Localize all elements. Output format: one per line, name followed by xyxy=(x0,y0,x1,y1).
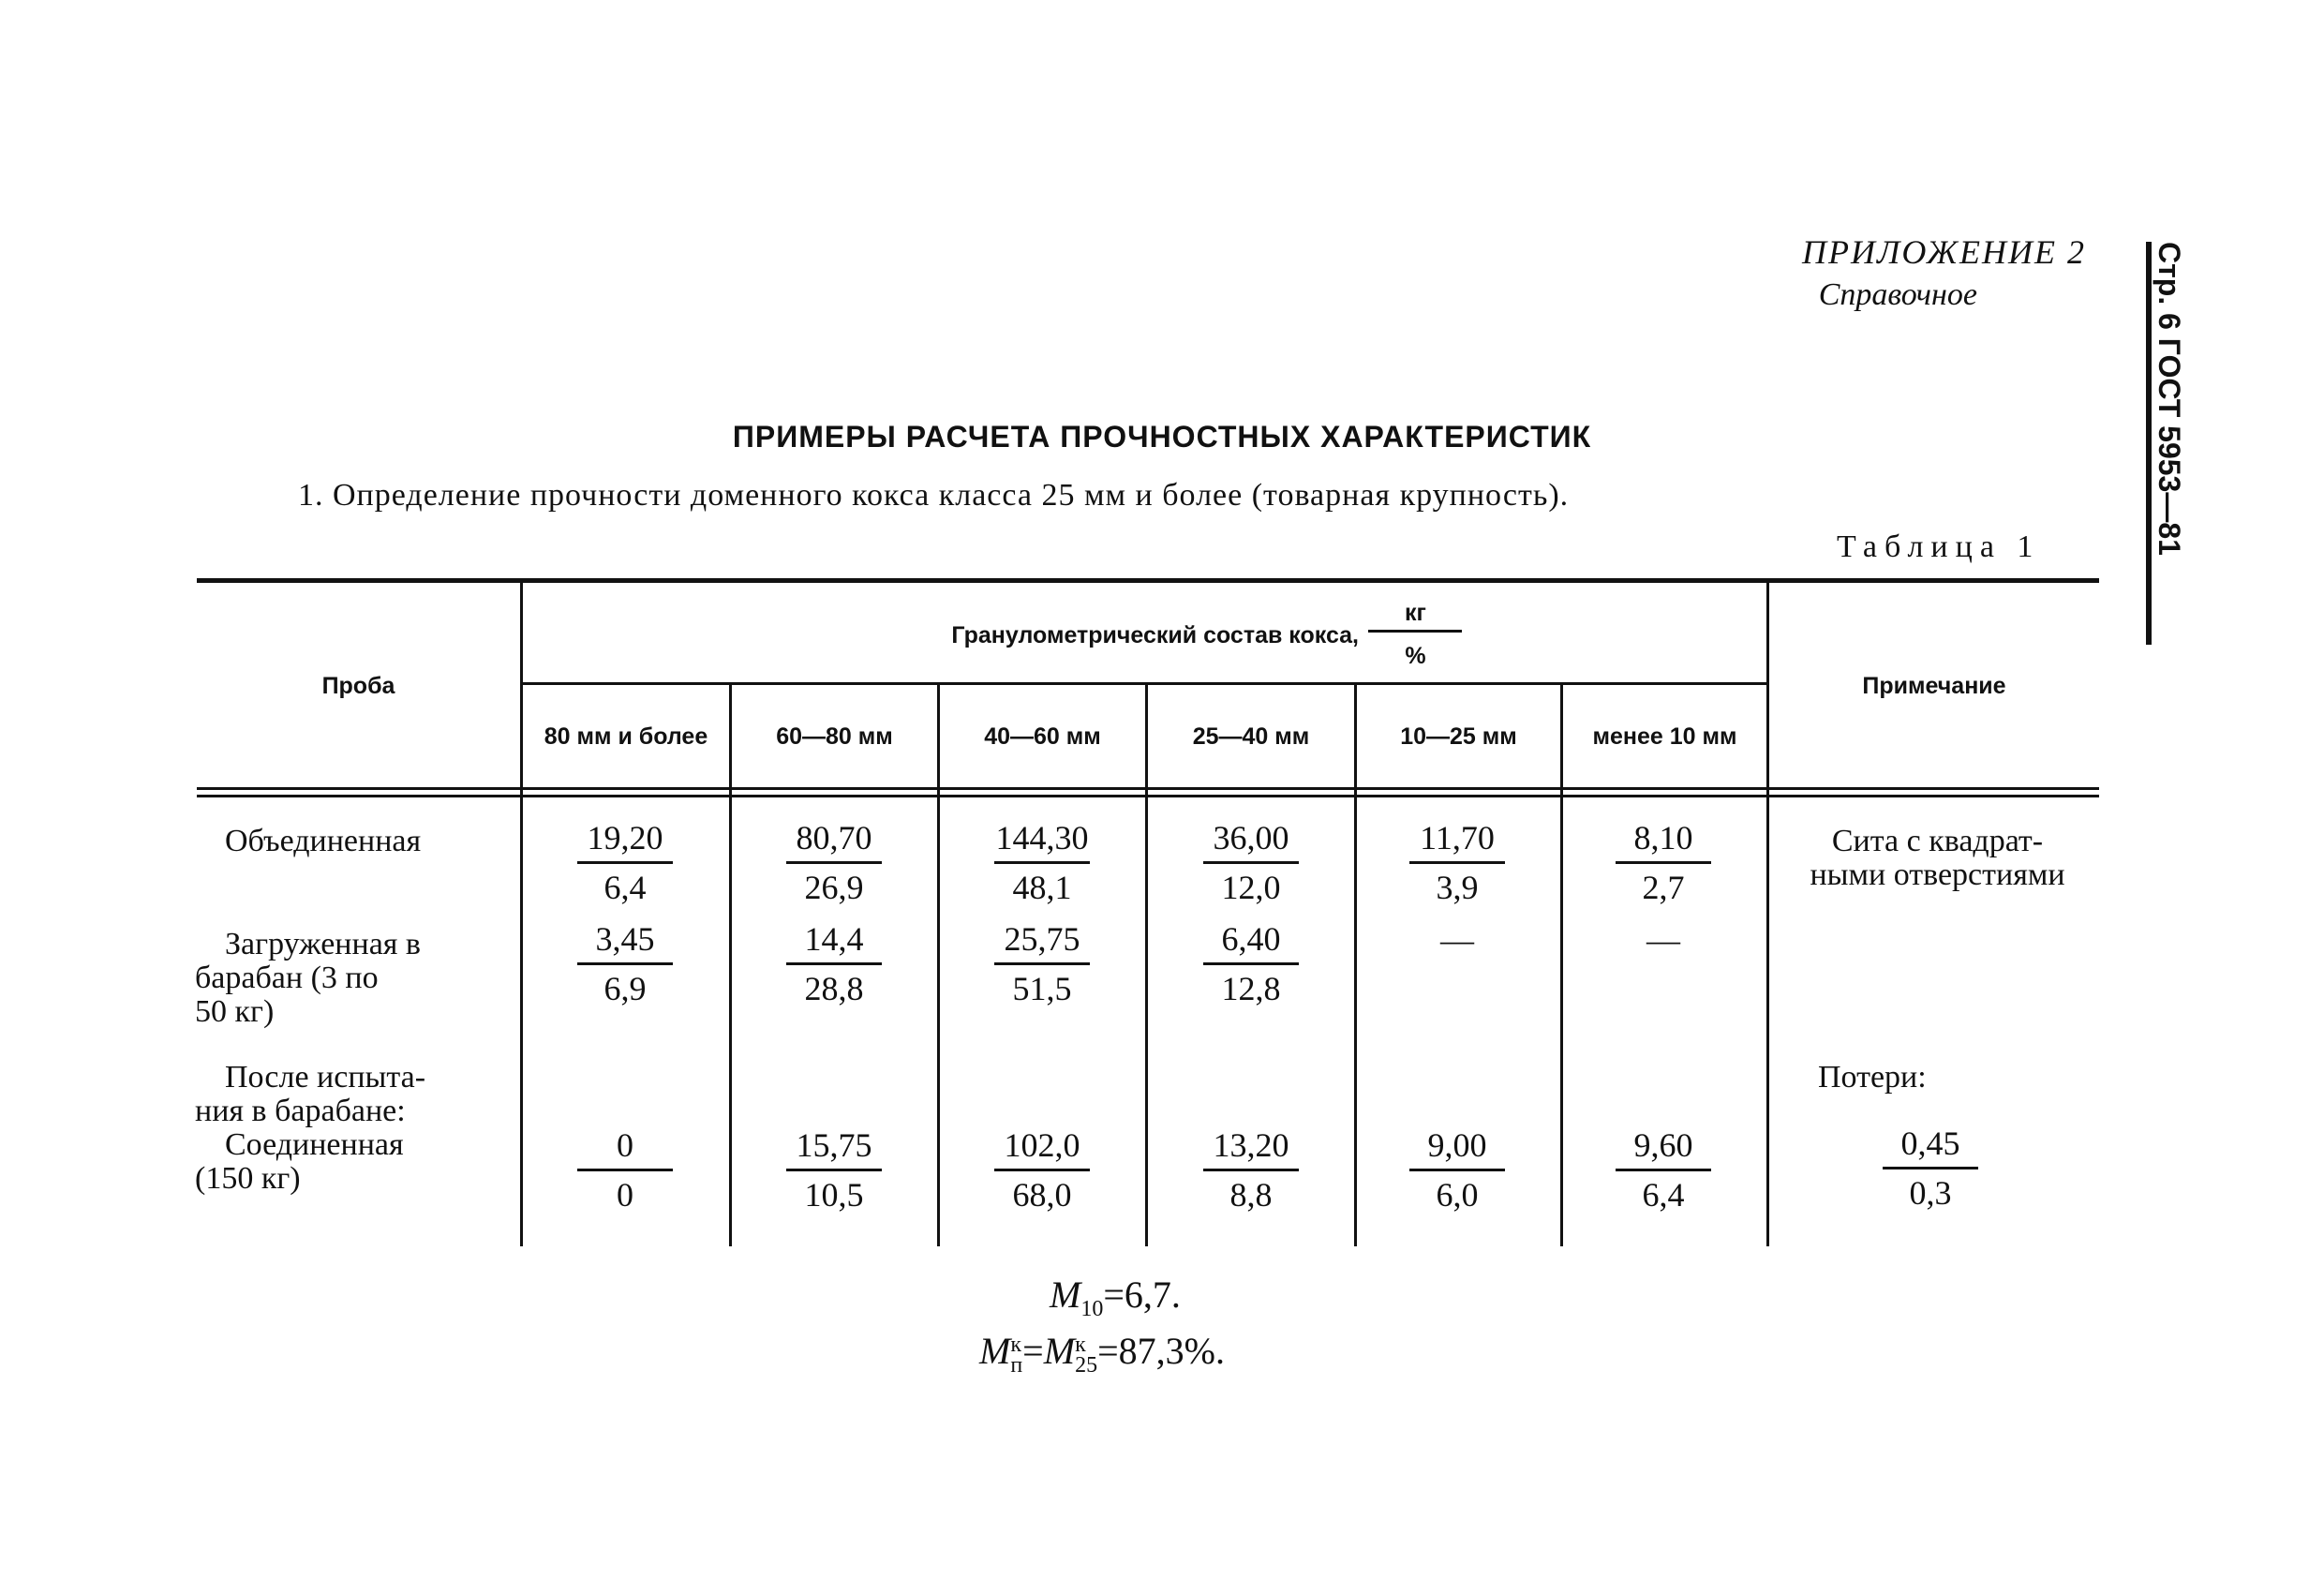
header-unit-den: % xyxy=(1405,643,1426,669)
table-label: Таблица 1 xyxy=(1837,529,2041,564)
row-probe-combined: Объединенная xyxy=(225,824,422,858)
table-cell: 3,45 6,9 xyxy=(574,918,677,1009)
col-rule-probe xyxy=(520,583,523,1246)
col-rule-5 xyxy=(1560,685,1563,1246)
table-cell: 0 0 xyxy=(574,1125,677,1215)
header-unit-num: кг xyxy=(1405,600,1426,626)
table-top-rule xyxy=(197,578,2099,583)
header-unit-bar xyxy=(1368,630,1462,633)
table-cell: 25,75 51,5 xyxy=(991,918,1094,1009)
column-header-under-10: менее 10 мм xyxy=(1592,723,1737,750)
column-header-40-60: 40—60 мм xyxy=(984,723,1101,750)
table-cell: 14,4 28,8 xyxy=(782,918,886,1009)
col-rule-1 xyxy=(729,685,732,1246)
row-probe-after-test: После испыта- ния в барабане: Соединенная (150 кг) xyxy=(195,1060,426,1196)
table-cell-empty: — xyxy=(1440,921,1474,959)
table-cell: 13,20 8,8 xyxy=(1199,1125,1303,1215)
header-note: Примечание xyxy=(1862,673,2006,699)
document-title: ПРИМЕРЫ РАСЧЕТА ПРОЧНОСТНЫХ ХАРАКТЕРИСТИК xyxy=(732,420,1592,454)
header-probe: Проба xyxy=(321,673,395,699)
column-header-80-plus: 80 мм и более xyxy=(544,723,708,750)
intro-paragraph: 1. Определение прочности доменного кокса класса 25 мм и более (товарная крупность). xyxy=(298,478,1570,513)
table-cell: 102,0 68,0 xyxy=(991,1125,1094,1215)
formula-m10: $M_{10}=6,7$. xyxy=(1050,1274,1181,1321)
header-group-title: Гранулометрический состав кокса, xyxy=(951,622,1359,648)
row-note-losses-label: Потери: xyxy=(1818,1060,1927,1095)
column-header-25-40: 25—40 мм xyxy=(1192,723,1310,750)
col-rule-3 xyxy=(1145,685,1148,1246)
table-cell: 9,00 6,0 xyxy=(1406,1125,1509,1215)
column-header-10-25: 10—25 мм xyxy=(1400,723,1517,750)
header-rule-1 xyxy=(197,787,2099,790)
table-cell: 15,75 10,5 xyxy=(782,1125,886,1215)
column-header-60-80: 60—80 мм xyxy=(776,723,893,750)
table-cell: 19,20 6,4 xyxy=(574,817,677,908)
appendix-title: ПРИЛОЖЕНИЕ 2 xyxy=(1802,233,2086,271)
appendix-subtitle: Справочное xyxy=(1818,277,1977,312)
row-note-sieves: Сита с квадрат- ными отверстиями xyxy=(1810,824,2065,892)
row-note-losses-value: 0,45 0,3 xyxy=(1879,1123,1982,1214)
col-rule-2 xyxy=(937,685,940,1246)
row-probe-loaded: Загруженная в барабан (3 по 50 кг) xyxy=(195,927,421,1029)
col-rule-4 xyxy=(1354,685,1357,1246)
table-cell: 6,40 12,8 xyxy=(1199,918,1303,1009)
header-rule-2 xyxy=(197,795,2099,797)
table-cell: 11,70 3,9 xyxy=(1406,817,1509,908)
table-cell: 80,70 26,9 xyxy=(782,817,886,908)
table-cell: 144,30 48,1 xyxy=(995,819,1089,906)
table-cell: 9,60 6,4 xyxy=(1612,1125,1715,1215)
table-cell-empty: — xyxy=(1646,921,1680,959)
formula-mn-m25: M к п =M к 25 =87,3%. xyxy=(979,1330,1225,1378)
table-cell: 36,00 12,0 xyxy=(1199,817,1303,908)
table-cell: 8,10 2,7 xyxy=(1612,817,1715,908)
side-page-label: Стр. 6 ГОСТ 5953—81 xyxy=(2153,242,2186,556)
